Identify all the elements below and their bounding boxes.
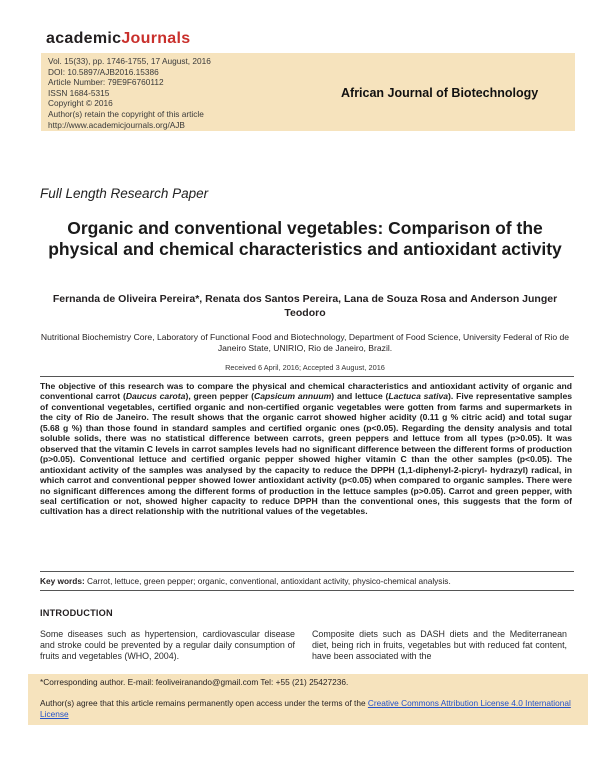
abstract-text-1: The objective of this research was to compare the physical and chemical characteristics and antioxidant activity of organic and conventional carrot ( xyxy=(40,381,572,402)
metadata-volume: Vol. 15(33), pp. 1746-1755, 17 August, 2016 xyxy=(48,56,211,66)
keywords-label: Key words: xyxy=(40,576,85,586)
abstract-top-rule xyxy=(40,376,574,377)
species-lettuce: Lactuca sativa xyxy=(388,391,449,402)
abstract-text-3: ) and lettuce ( xyxy=(331,391,389,402)
intro-right-column: Composite diets such as DASH diets and the Mediterranean diet, being rich in fruits, vegetables but with reduced fat content, have been associated with the xyxy=(312,629,567,662)
author-list: Fernanda de Oliveira Pereira*, Renata dos Santos Pereira, Lana de Souza Rosa and Anderson Junger Teodoro xyxy=(52,293,558,319)
affiliation: Nutritional Biochemistry Core, Laboratory of Functional Food and Biotechnology, Department of Food Science, University Federal of Rio de Janeiro State, UNIRIO, Rio de Janeiro, Brazil. xyxy=(40,332,570,353)
license-link[interactable]: Creative Commons Attribution License 4.0 International License xyxy=(40,698,571,719)
corresponding-author: *Corresponding author. E-mail: feoliveiranando@gmail.com Tel: +55 (21) 25427236. xyxy=(40,677,349,687)
license-text: Author(s) agree that this article remains permanently open access under the terms of the xyxy=(40,698,368,708)
abstract xyxy=(40,381,572,517)
intro-left-column: Some diseases such as hypertension, cardiovascular disease and stroke could be prevented by a regular daily consumption of fruits and vegetables (WHO, 2004). xyxy=(40,629,295,662)
metadata-author-rights: Author(s) retain the copyright of this article xyxy=(48,108,204,119)
journal-name: African Journal of Biotechnology xyxy=(341,86,539,100)
article-metadata xyxy=(48,56,211,130)
publisher-logo-part1: academic xyxy=(46,30,122,47)
species-carrot: Daucus carota xyxy=(125,391,186,402)
received-dates: Received 6 April, 2016; Accepted 3 August, 2016 xyxy=(225,363,385,372)
metadata-article-number: Article Number: 79E9F6760112 xyxy=(48,77,164,88)
publisher-logo xyxy=(46,30,190,48)
metadata-copyright: Copyright © 2016 xyxy=(48,98,113,109)
paper-type: Full Length Research Paper xyxy=(40,186,209,201)
keywords xyxy=(40,576,574,587)
metadata-issn: ISSN 1684-5315 xyxy=(48,87,110,98)
abstract-text-4: ). Five representative samples of conventional vegetables, certified organic and non-certified organic vegetables were gotten from farms and supermarkets in the city of Rio de Janeiro. The result shows that the organic carrot showed higher acidity (0.11 g % citric acid) and total sugar (5.68 g %) than those found in standard samples and certified organic ones (p<0.05). Regarding the density analysis and total soluble solids, there was no statistical difference between carrots, green peppers and lettuce from all types (p>0.05). It was observed that the vitamin C levels in carrot samples levels had no significant difference between the different forms of production (p>0.05). Conventional lettuce and certified organic pepper showed higher vitamin C than the other samples (p<0.05). The antioxidant activity of the samples was analysed by the capacity to reduce the DPPH (1,1-diphenyl-2-picryl- hydrazyl) radical, in which carrot and conventional pepper showed lower antioxidant activity (p<0.05) when compared to organic samples. There were no significant differences among the different forms of production in the lettuce samples (p>0.05). Carrot and green pepper, with seal certification or not, showed higher capacity to reduce DPPH than the conventional ones, this suggests that the form of cultivation has a direct relationship with the nutritional values of the vegetables. xyxy=(40,391,573,517)
keywords-text: Carrot, lettuce, green pepper; organic, conventional, antioxidant activity, physico-chemical analysis. xyxy=(84,576,451,586)
metadata-journal-url[interactable]: http://www.academicjournals.org/AJB xyxy=(48,119,185,130)
abstract-text-2: ), green pepper ( xyxy=(185,391,254,402)
metadata-doi: DOI: 10.5897/AJB2016.15386 xyxy=(48,66,159,77)
publisher-logo-part2: Journals xyxy=(121,30,191,47)
introduction-heading: INTRODUCTION xyxy=(40,608,113,618)
license-statement xyxy=(40,698,584,720)
abstract-bottom-rule xyxy=(40,571,574,572)
species-pepper: Capsicum annuum xyxy=(254,391,332,402)
paper-title: Organic and conventional vegetables: Comparison of the physical and chemical characteristics and antioxidant activity xyxy=(48,218,562,259)
keywords-bottom-rule xyxy=(40,590,574,591)
